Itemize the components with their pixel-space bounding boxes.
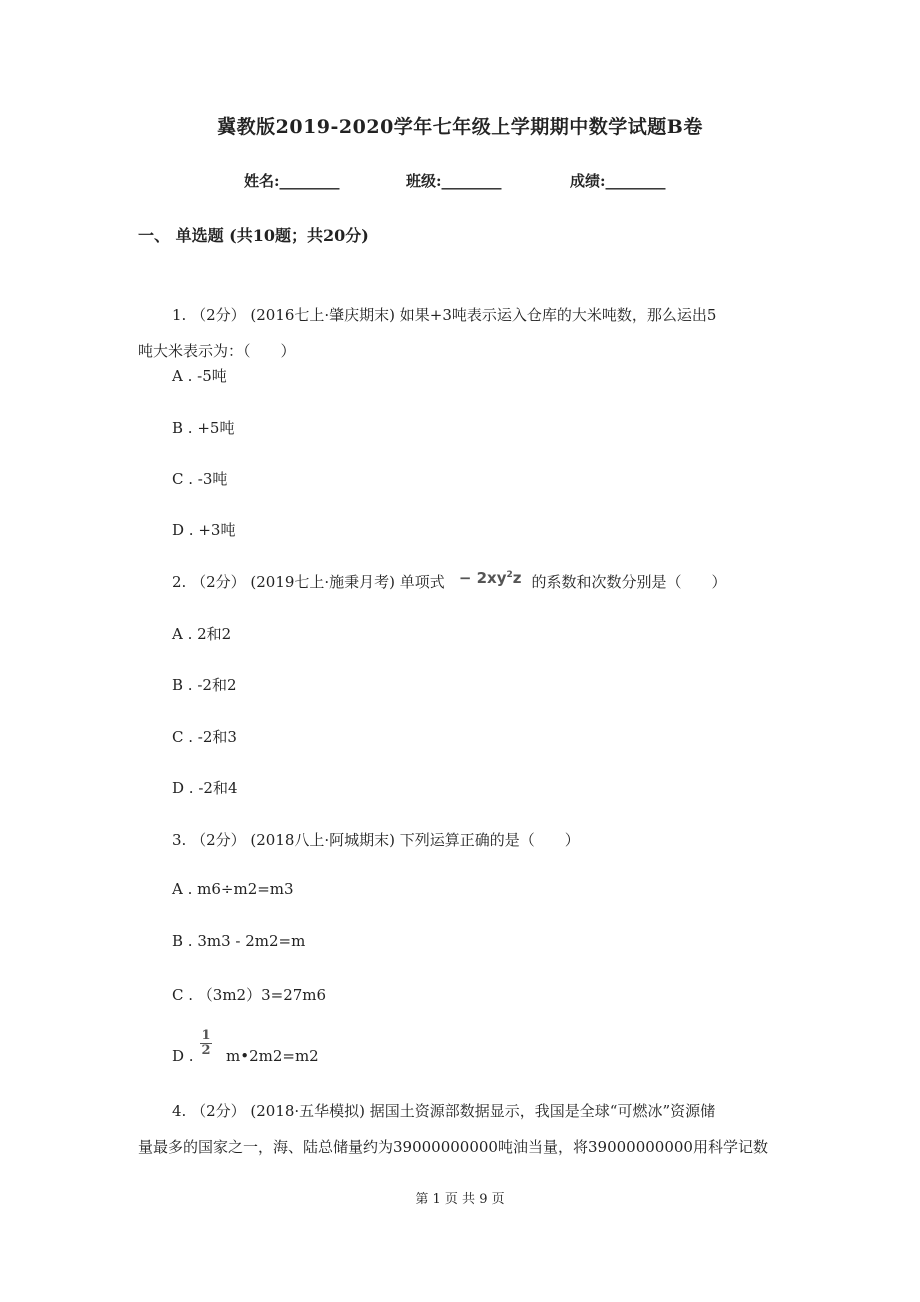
score-field-label: 成绩:________ bbox=[570, 172, 666, 190]
question-2-suffix: 的系数和次数分别是（ ） bbox=[531, 573, 727, 591]
name-field-label: 姓名:________ bbox=[244, 172, 340, 190]
question-2-prefix: 2. （2分） (2019七上·施秉月考) 单项式 bbox=[172, 573, 445, 591]
formula-exponent: 2 bbox=[506, 570, 513, 580]
section-heading: 一、 单选题 (共10题；共20分) bbox=[138, 226, 369, 245]
q1-option-c: C . -3吨 bbox=[172, 470, 228, 488]
q2-option-b: B . -2和2 bbox=[172, 676, 237, 694]
question-2-text bbox=[172, 571, 727, 592]
q2-option-a: A . 2和2 bbox=[172, 625, 232, 643]
q1-option-d: D . +3吨 bbox=[172, 521, 236, 539]
question-4-text: 4. （2分） (2018·五华模拟) 据国土资源部数据显示，我国是全球“可燃冰”资源储 bbox=[172, 1102, 716, 1120]
fraction-numerator: 1 bbox=[201, 1028, 211, 1043]
formula-tail: z bbox=[512, 569, 522, 587]
q1-option-a: A . -5吨 bbox=[172, 367, 227, 385]
q3-option-a: A . m6÷m2=m3 bbox=[172, 880, 294, 898]
q1-option-b: B . +5吨 bbox=[172, 419, 235, 437]
q3-option-d-text: m•2m2=m2 bbox=[226, 1047, 319, 1065]
fraction-one-half bbox=[200, 1030, 212, 1057]
monomial-formula bbox=[459, 569, 522, 587]
q3-option-b: B . 3m3 - 2m2=m bbox=[172, 932, 306, 950]
formula-base: − 2xy bbox=[458, 569, 507, 587]
q2-option-c: C . -2和3 bbox=[172, 728, 237, 746]
page-title: 冀教版2019-2020学年七年级上学期期中数学试题B卷 bbox=[217, 116, 703, 138]
question-1-text-cont: 吨大米表示为：（ ） bbox=[138, 342, 296, 360]
question-4-text-cont: 量最多的国家之一，海、陆总储量约为39000000000吨油当量，将39000000000用科学记数 bbox=[138, 1138, 768, 1156]
page-footer: 第 1 页 共 9 页 bbox=[415, 1192, 505, 1207]
q2-option-d: D . -2和4 bbox=[172, 779, 238, 797]
fraction-denominator: 2 bbox=[201, 1043, 211, 1058]
question-3-text: 3. （2分） (2018八上·阿城期末) 下列运算正确的是（ ） bbox=[172, 831, 580, 849]
q3-option-c: C . （3m2）3=27m6 bbox=[172, 986, 327, 1004]
q3-option-d-label: D . bbox=[172, 1047, 194, 1065]
class-field-label: 班级:________ bbox=[406, 172, 502, 190]
question-1-text: 1. （2分） (2016七上·肇庆期末) 如果+3吨表示运入仓库的大米吨数，那么运出5 bbox=[172, 306, 717, 324]
